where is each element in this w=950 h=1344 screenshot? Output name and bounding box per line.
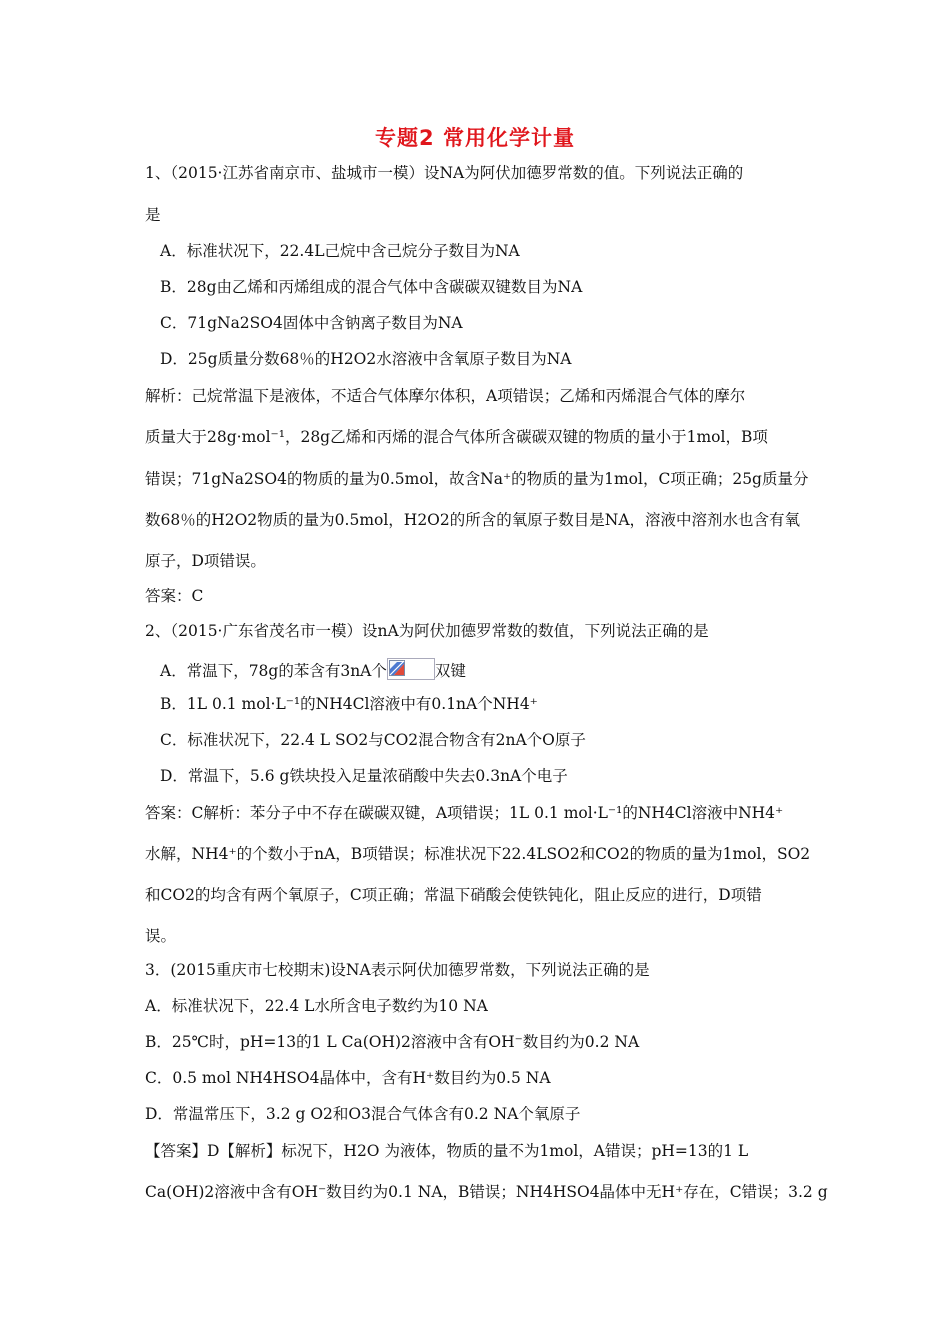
q1-explanation-line5: 原子，D项错误。: [145, 552, 266, 570]
q3-option-a: A．标准状况下，22.4 L水所含电子数约为10 NA: [145, 997, 488, 1015]
q2-option-d: D．常温下，5.6 g铁块投入足量浓硝酸中失去0.3nA个电子: [160, 767, 568, 785]
q2-option-a: [160, 658, 825, 681]
q2-stem: 2、（2015·广东省茂名市一模）设nA为阿伏加德罗常数的数值，下列说法正确的是: [145, 622, 709, 640]
q2-option-a-text: A．常温下，78g的苯含有3nA个: [160, 662, 387, 680]
q3-option-d: D．常温常压下，3.2 g O2和O3混合气体含有0.2 NA个氧原子: [145, 1105, 581, 1123]
q1-stem-line2: 是: [145, 206, 161, 224]
q1-option-d: D．25g质量分数68％的H2O2水溶液中含氧原子数目为NA: [160, 350, 572, 368]
q1-option-c: C．71gNa2SO4固体中含钠离子数目为NA: [160, 314, 463, 332]
q1-stem-line1: 1、（2015·江苏省南京市、盐城市一模）设NA为阿伏加德罗常数的值。下列说法正确的: [145, 164, 744, 182]
q2-option-a-suffix: 双键: [434, 662, 466, 680]
q1-option-a: A．标准状况下，22.4L己烷中含己烷分子数目为NA: [160, 242, 520, 260]
q1-option-b: B．28g由乙烯和丙烯组成的混合气体中含碳碳双键数目为NA: [160, 278, 583, 296]
q2-explanation-line1: 答案：C解析：苯分子中不存在碳碳双键，A项错误；1L 0.1 mol·L⁻¹的NH4Cl溶液中NH4⁺: [145, 804, 784, 822]
q3-answer-line1: 【答案】D【解析】标况下，H2O 为液体，物质的量不为1mol，A错误；pH=13的1 L: [145, 1142, 749, 1160]
q2-explanation-line4: 误。: [145, 927, 177, 945]
broken-image-glyph: [389, 660, 405, 676]
q2-explanation-line2: 水解，NH4⁺的个数小于nA，B项错误；标准状况下22.4LSO2和CO2的物质的量为1mol，SO2: [145, 845, 811, 863]
q1-explanation-line4: 数68％的H2O2物质的量为0.5mol，H2O2的所含的氧原子数目是NA，溶液中溶剂水也含有氧: [145, 511, 801, 529]
q2-option-c: C．标准状况下，22.4 L SO2与CO2混合物含有2nA个O原子: [160, 731, 586, 749]
q1-explanation-line3: 错误；71gNa2SO4的物质的量为0.5mol，故含Na⁺的物质的量为1mol，C项正确；25g质量分: [145, 470, 809, 488]
q1-explanation-line2: 质量大于28g·mol⁻¹，28g乙烯和丙烯的混合气体所含碳碳双键的物质的量小于1mol，B项: [145, 428, 768, 446]
q2-option-b: B．1L 0.1 mol·L⁻¹的NH4Cl溶液中有0.1nA个NH4⁺: [160, 695, 538, 713]
q3-option-c: C．0.5 mol NH4HSO4晶体中，含有H⁺数目约为0.5 NA: [145, 1069, 551, 1087]
q1-explanation-line1: 解析：己烷常温下是液体，不适合气体摩尔体积，A项错误；乙烯和丙烯混合气体的摩尔: [145, 387, 746, 405]
broken-image-icon: [387, 658, 435, 680]
q1-answer: 答案：C: [145, 587, 204, 605]
q3-option-b: B．25℃时，pH=13的1 L Ca(OH)2溶液中含有OH⁻数目约为0.2 NA: [145, 1033, 640, 1051]
page-title: 专题2 常用化学计量: [375, 126, 575, 150]
q3-answer-line2: Ca(OH)2溶液中含有OH⁻数目约为0.1 NA，B错误；NH4HSO4晶体中无H⁺存在，C错误；3.2 g: [145, 1183, 828, 1201]
q3-stem: 3．(2015重庆市七校期末)设NA表示阿伏加德罗常数，下列说法正确的是: [145, 961, 650, 979]
q2-explanation-line3: 和CO2的均含有两个氧原子，C项正确；常温下硝酸会使铁钝化，阻止反应的进行，D项错: [145, 886, 762, 904]
